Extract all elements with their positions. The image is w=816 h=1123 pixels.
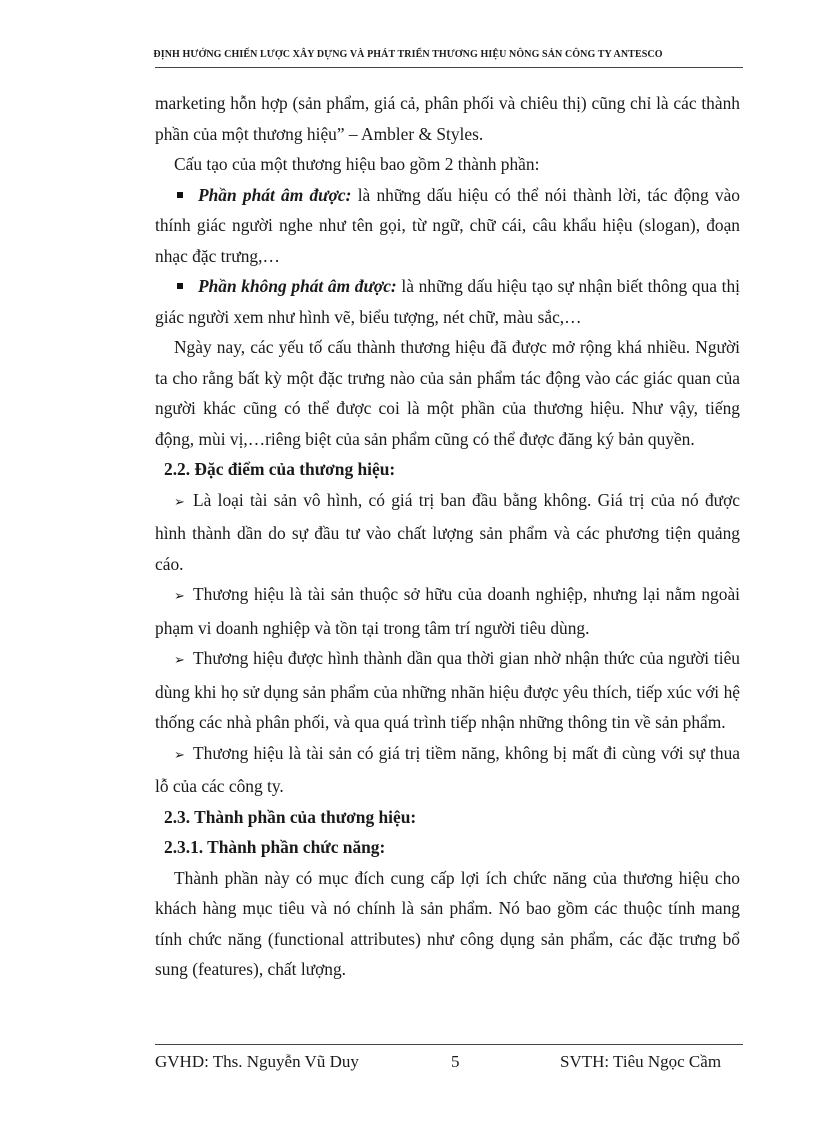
section-heading-2-2: 2.2. Đặc điểm của thương hiệu: <box>164 459 396 479</box>
running-header: ĐỊNH HƯỚNG CHIẾN LƯỢC XÂY DỰNG VÀ PHÁT TRIỂN THƯƠNG HIỆU NÔNG SẢN CÔNG TY ANTESCO <box>153 49 663 60</box>
bullet-term: Phần không phát âm được: <box>198 276 397 296</box>
bullet-term: Phần phát âm được: <box>198 184 352 205</box>
square-bullet-icon <box>174 271 198 302</box>
body-text <box>155 88 740 985</box>
arrow-bullet-icon: ➢ <box>174 653 185 668</box>
arrow-item <box>155 579 740 643</box>
arrow-item-text: Là loại tài sản vô hình, có giá trị ban đầu bằng không. Giá trị của nó được hình thành dần do sự đầu tư vào chất lượng sản phẩm và các phương tiện quảng cáo. <box>155 489 740 574</box>
arrow-bullet-icon: ➢ <box>174 589 185 604</box>
paragraph-components-intro: Cấu tạo của một thương hiệu bao gồm 2 thành phần: <box>174 154 540 174</box>
arrow-item-text: Thương hiệu được hình thành dần qua thời gian nhờ nhận thức của người tiêu dùng khi họ sử dụng sản phẩm của những nhãn hiệu được yêu thích, tiếp xúc với hệ thống các nhà phân phối, và qua quá trình tiếp nhận những thông tin về sản phẩm. <box>155 648 740 732</box>
arrow-item-text: Thương hiệu là tài sản có giá trị tiềm năng, không bị mất đi cùng với sự thua lỗ của các công ty. <box>155 742 740 796</box>
page-number: 5 <box>451 1052 460 1071</box>
paragraph-expanded-elements: Ngày nay, các yếu tố cấu thành thương hiệu đã được mở rộng khá nhiều. Người ta cho rằng bất kỳ một đặc trưng nào của sản phẩm tác động vào các giác quan của người khác cũng có thể được coi là một phần của thương hiệu. Như vậy, tiếng động, mùi vị,…riêng biệt của sản phẩm cũng có thể được đăng ký bản quyền. <box>155 337 740 449</box>
paragraph-functional-component: Thành phần này có mục đích cung cấp lợi ích chức năng của thương hiệu cho khách hàng mục tiêu và nó chính là sản phẩm. Nó bao gồm các thuộc tính mang tính chức năng (functional attributes) như công dụng sản phẩm, các đặc trưng bổ sung (features), chất lượng. <box>155 867 740 979</box>
paragraph-continuation: marketing hỗn hợp (sản phẩm, giá cả, phân phối và chiêu thị) cũng chỉ là các thành phần của một thương hiệu” – Ambler & Styles. <box>155 93 740 144</box>
arrow-item <box>155 738 740 802</box>
bullet-text: là những dấu hiệu tạo sự nhận biết thông qua thị giác người xem như hình vẽ, biểu tượng, nét chữ, màu sắc,… <box>155 276 740 327</box>
arrow-item <box>155 643 740 738</box>
arrow-bullet-icon: ➢ <box>174 747 185 763</box>
bullet-visual-part <box>155 271 740 332</box>
footer-student: SVTH: Tiêu Ngọc Cầm <box>560 1052 722 1071</box>
section-heading-2-3: 2.3. Thành phần của thương hiệu: <box>164 806 417 827</box>
arrow-item-text: Thương hiệu là tài sản thuộc sở hữu của doanh nghiệp, nhưng lại nằm ngoài phạm vi doanh nghiệp và tồn tại trong tâm trí người tiêu dùng. <box>155 584 740 638</box>
bullet-text: là những dấu hiệu có thể nói thành lời, tác động vào thính giác người nghe như tên gọi, từ ngữ, chữ cái, câu khẩu hiệu (slogan), đoạn nhạc đặc trưng,… <box>155 184 740 266</box>
arrow-item <box>155 485 740 580</box>
bullet-audible-part <box>155 180 740 272</box>
square-bullet-icon <box>174 180 198 211</box>
header-divider <box>155 67 743 68</box>
arrow-bullet-icon: ➢ <box>174 494 185 510</box>
section-heading-2-3-1: 2.3.1. Thành phần chức năng: <box>164 837 386 857</box>
footer-advisor: GVHD: Ths. Nguyễn Vũ Duy <box>155 1052 359 1071</box>
footer-divider <box>155 1044 743 1045</box>
